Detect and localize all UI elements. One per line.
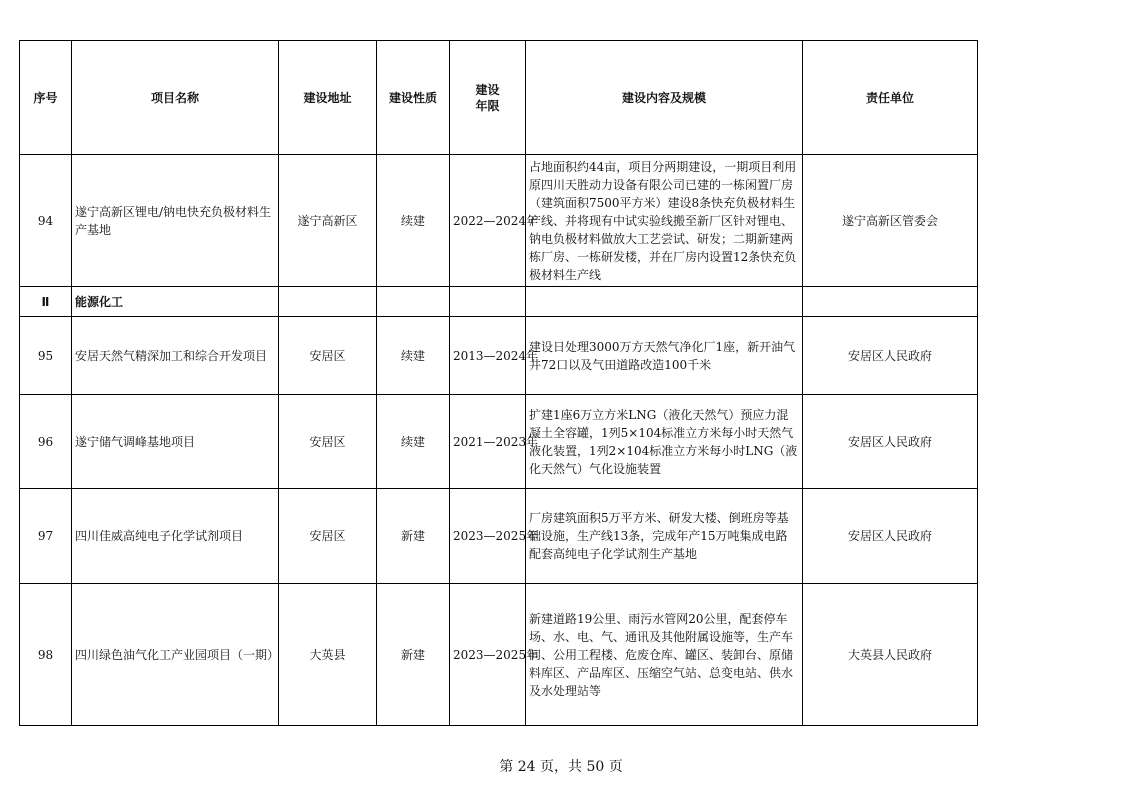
row-unit: 遂宁高新区管委会 — [803, 155, 978, 287]
row-content: 建设日处理3000万方天然气净化厂1座，新开油气井72口以及气田道路改造100千米 — [526, 317, 803, 395]
row-unit: 安居区人民政府 — [803, 395, 978, 489]
row-period: 2023—2025年 — [450, 489, 526, 584]
header-unit: 责任单位 — [803, 41, 978, 155]
row-nature: 续建 — [377, 155, 450, 287]
row-content: 厂房建筑面积5万平方米、研发大楼、倒班房等基础设施，生产线13条，完成年产15万吨集成电路配套高纯电子化学试剂生产基地 — [526, 489, 803, 584]
table-row — [20, 395, 978, 489]
row-nature: 新建 — [377, 584, 450, 726]
empty-cell — [377, 287, 450, 317]
empty-cell — [279, 287, 377, 317]
row-content: 占地面积约44亩，项目分两期建设，一期项目利用原四川天胜动力设备有限公司已建的一栋闲置厂房（建筑面积7500平方米）建设8条快充负极材料生产线、并将现有中试实验线搬至新厂区针对锂电、钠电负极材料做放大工艺尝试、研发；二期新建两栋厂房、一栋研发楼，并在厂房内设置12条快充负极材料生产线 — [526, 155, 803, 287]
row-content: 新建道路19公里、雨污水管网20公里，配套停车场、水、电、气、通讯及其他附属设施等，生产车间、公用工程楼、危废仓库、罐区、装卸台、原储料库区、产品库区、压缩空气站、总变电站、供水及水处理站等 — [526, 584, 803, 726]
header-row — [20, 41, 978, 155]
table-row — [20, 489, 978, 584]
table-row — [20, 317, 978, 395]
row-location: 安居区 — [279, 489, 377, 584]
empty-cell — [803, 287, 978, 317]
page-number: 第 24 页，共 50 页 — [499, 759, 623, 775]
row-seq: 96 — [20, 395, 72, 489]
row-nature: 新建 — [377, 489, 450, 584]
table-row — [20, 155, 978, 287]
row-seq: 98 — [20, 584, 72, 726]
row-name: 遂宁储气调峰基地项目 — [72, 395, 279, 489]
row-unit: 安居区人民政府 — [803, 317, 978, 395]
project-table — [19, 40, 978, 726]
header-period-line1: 建设 — [475, 82, 500, 97]
row-unit: 安居区人民政府 — [803, 489, 978, 584]
row-unit: 大英县人民政府 — [803, 584, 978, 726]
empty-cell — [450, 287, 526, 317]
header-period-line2: 年限 — [475, 98, 500, 113]
row-seq: 94 — [20, 155, 72, 287]
row-location: 大英县 — [279, 584, 377, 726]
row-nature: 续建 — [377, 395, 450, 489]
row-period: 2023—2025年 — [450, 584, 526, 726]
section-name: 能源化工 — [72, 287, 279, 317]
row-location: 安居区 — [279, 395, 377, 489]
row-nature: 续建 — [377, 317, 450, 395]
header-period — [450, 41, 526, 155]
header-seq: 序号 — [20, 41, 72, 155]
header-name: 项目名称 — [72, 41, 279, 155]
header-location: 建设地址 — [279, 41, 377, 155]
header-content: 建设内容及规模 — [526, 41, 803, 155]
row-location: 遂宁高新区 — [279, 155, 377, 287]
row-name: 安居天然气精深加工和综合开发项目 — [72, 317, 279, 395]
section-row — [20, 287, 978, 317]
row-name: 四川佳威高纯电子化学试剂项目 — [72, 489, 279, 584]
row-content: 扩建1座6万立方米LNG（液化天然气）预应力混凝土全容罐，1列5×104标准立方米每小时天然气液化装置，1列2×104标准立方米每小时LNG（液化天然气）气化设施装置 — [526, 395, 803, 489]
row-name: 四川绿色油气化工产业园项目（一期） — [72, 584, 279, 726]
empty-cell — [526, 287, 803, 317]
row-seq: 97 — [20, 489, 72, 584]
row-location: 安居区 — [279, 317, 377, 395]
table-row — [20, 584, 978, 726]
row-seq: 95 — [20, 317, 72, 395]
row-period: 2021—2023年 — [450, 395, 526, 489]
row-name: 遂宁高新区锂电/钠电快充负极材料生产基地 — [72, 155, 279, 287]
header-nature: 建设性质 — [377, 41, 450, 155]
row-period: 2022—2024年 — [450, 155, 526, 287]
row-period: 2013—2024年 — [450, 317, 526, 395]
section-number: Ⅱ — [20, 287, 72, 317]
